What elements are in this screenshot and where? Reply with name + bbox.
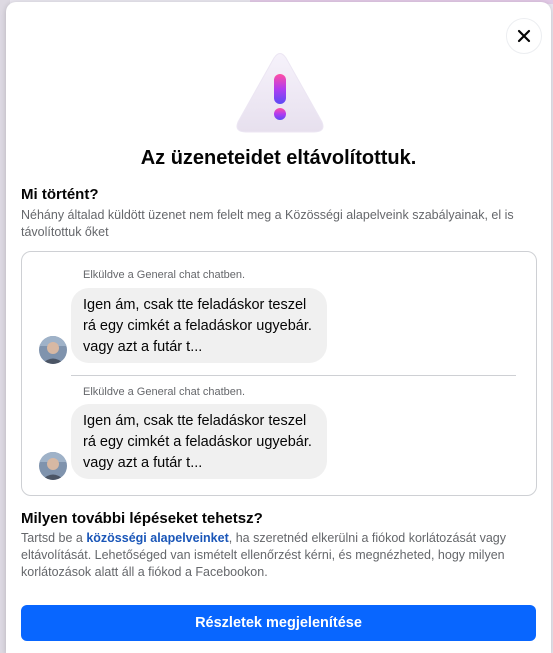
what-happened-text: Néhány általad küldött üzenet nem felelt meg a Közösségi alapelveink szabályainak, el is távolítottuk őket — [21, 208, 514, 239]
message-bubble: Igen ám, csak tte feladáskor teszel rá egy cimkét a feladáskor ugyebár. vagy azt a futár t... — [71, 404, 327, 479]
next-steps-text — [21, 530, 536, 581]
message-meta: Elküldve a General chat chatben. — [83, 269, 246, 281]
community-standards-link[interactable]: közösségi alapelveinket — [86, 531, 229, 545]
what-happened-heading: Mi történt? — [21, 186, 99, 203]
message-bubble: Igen ám, csak tte feladáskor teszel rá egy cimkét a feladáskor ugyebár. vagy azt a futár t... — [71, 288, 327, 363]
show-details-button[interactable]: Részletek megjelenítése — [21, 605, 536, 641]
removed-messages-dialog — [6, 2, 551, 653]
next-steps-text-after: , ha szeretnéd elkerülni a fiókod korlátozását vagy eltávolítását. Lehetőséged van ismételt ellenőrzést kérni, és megnézheted, hogy milyen korlátozások alatt áll a fiókod a Facebookon. — [21, 531, 507, 579]
dialog-title: Az üzeneteidet eltávolítottuk. — [140, 147, 417, 169]
message-divider — [71, 375, 516, 376]
close-button[interactable] — [506, 18, 542, 54]
avatar — [39, 336, 67, 364]
removed-messages-list — [21, 251, 537, 496]
close-icon — [517, 29, 531, 43]
warning-icon — [234, 50, 326, 136]
next-steps-text-before: Tartsd be a — [21, 531, 87, 545]
message-meta: Elküldve a General chat chatben. — [83, 386, 246, 398]
next-steps-heading: Milyen további lépéseket tehetsz? — [21, 510, 263, 527]
avatar — [39, 452, 67, 480]
